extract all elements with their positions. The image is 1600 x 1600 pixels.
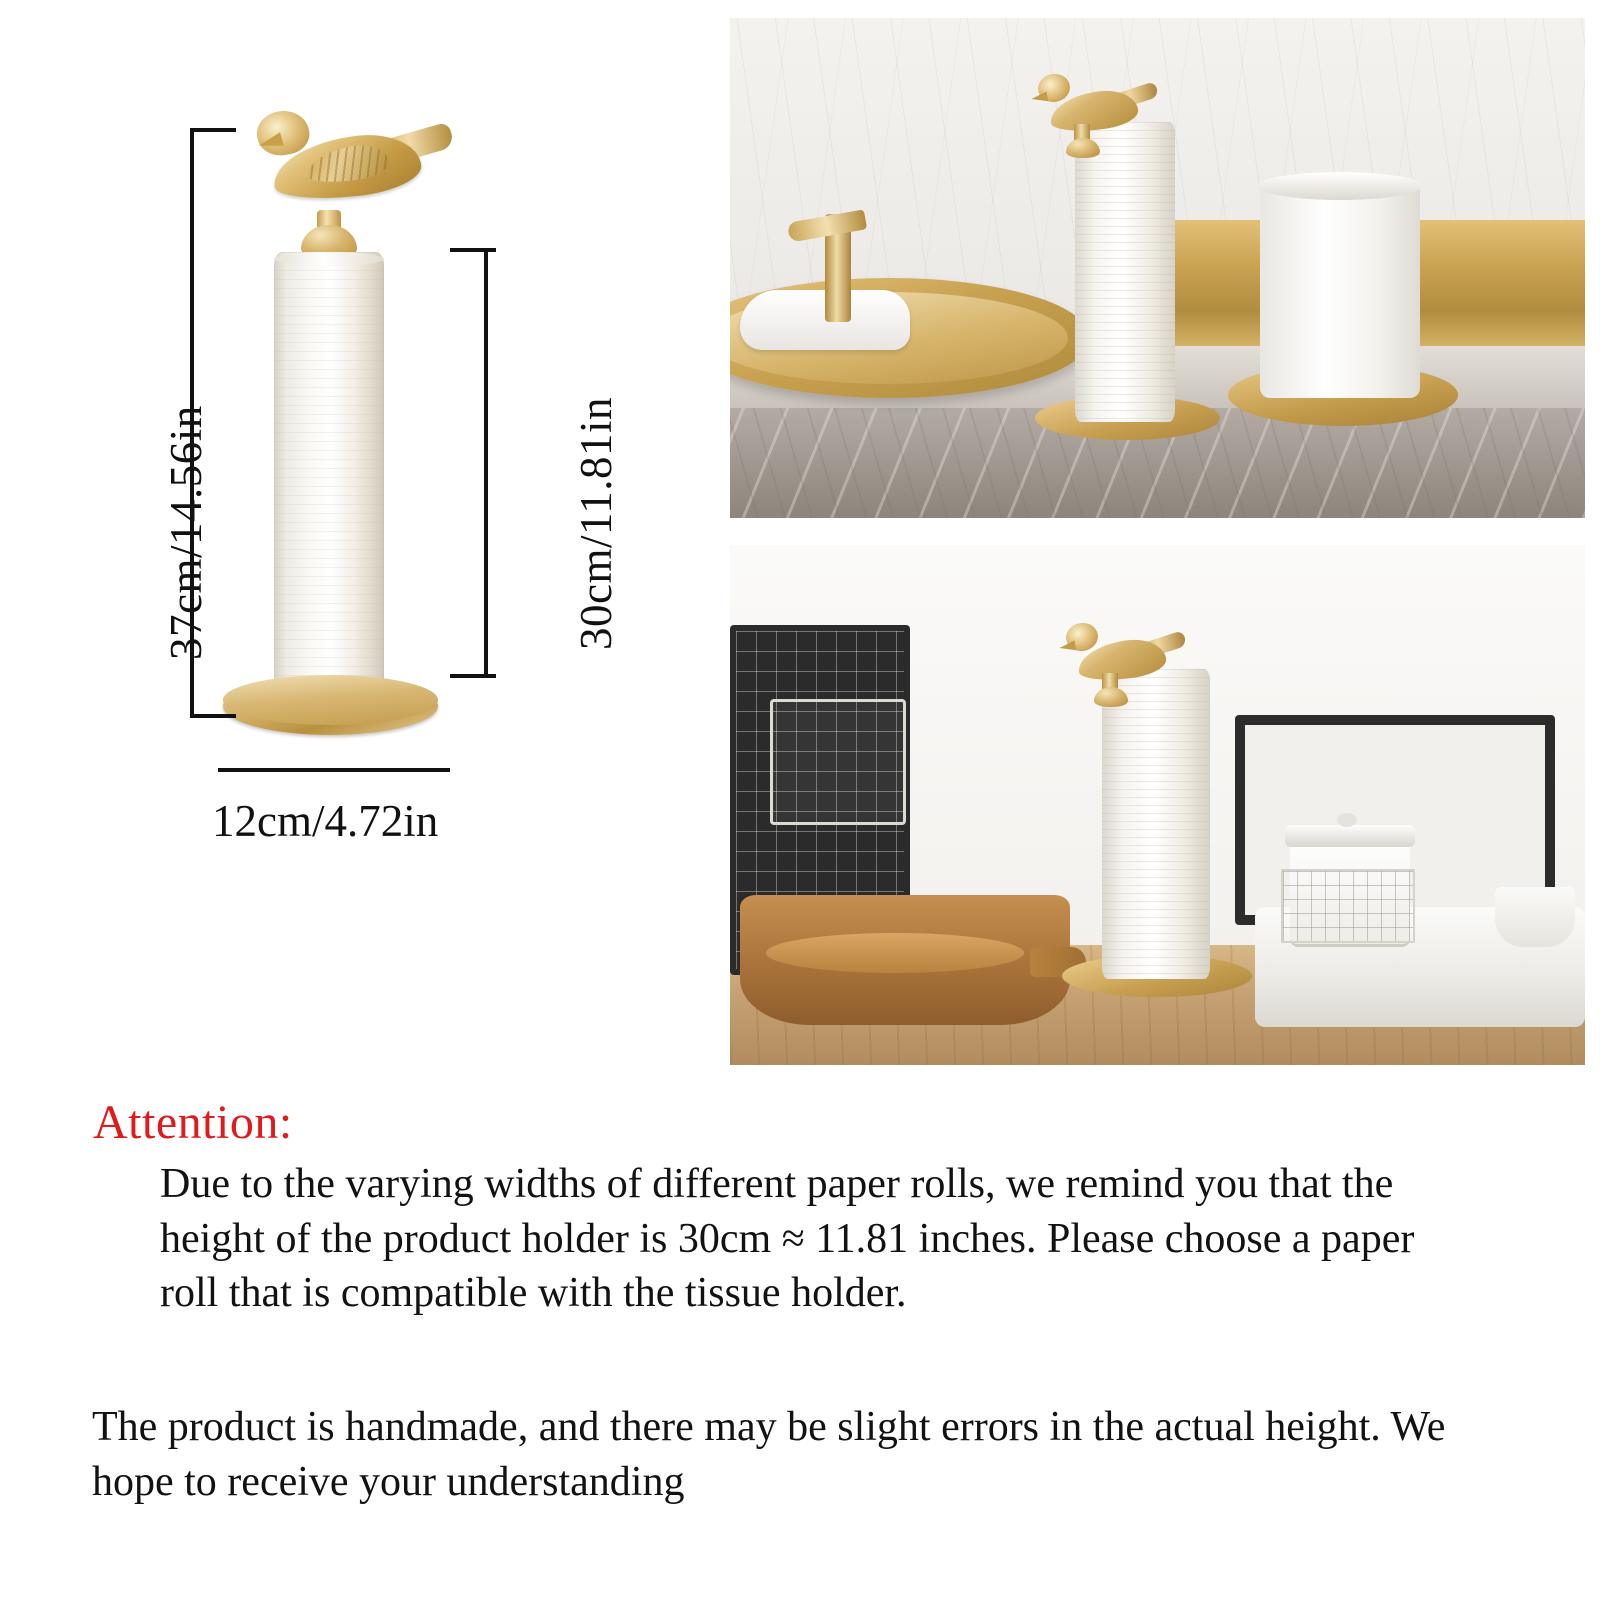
bird-beak [1031,91,1048,104]
bird-finial-icon [1030,68,1150,148]
product-illustration [215,105,475,735]
bird-head [1036,71,1072,104]
canister-knob [1337,813,1357,827]
dimension-diagram [0,0,700,1060]
wire-basket-inner [770,699,906,825]
photo-kitchen [730,545,1585,1065]
holder-height-dimension-line [484,248,488,678]
total-height-cap-bottom [190,714,236,718]
base-width-label: 12cm/4.72in [212,796,439,846]
holder-paper-roll [1075,122,1175,422]
paper-roll-texture [274,252,384,707]
holder-paper-roll [1102,669,1210,979]
photo-bathroom [730,18,1585,518]
bird-beak [1059,640,1076,653]
total-height-cap-top [190,128,236,132]
holder-paper-roll-texture [1102,669,1210,979]
bird-head [1064,620,1100,653]
paper-roll [274,252,384,707]
holder-paper-roll-texture [1075,122,1175,422]
holder-height-cap-bottom [450,674,496,678]
bird-beak [257,132,284,152]
handmade-note-text: The product is handmade, and there may be slight errors in the actual height. We hope to receive your understanding [92,1404,1446,1506]
holder-height-label: 30cm/11.81in [571,396,621,650]
white-cup [1260,183,1420,398]
wooden-pan-inner [766,933,1024,973]
holder-height-cap-top [450,248,496,252]
total-height-label: 37cm/14.56in [161,405,211,660]
bird-finial-icon [1058,617,1178,697]
bird-finial-icon [241,101,446,219]
base-width-dimension-line [218,768,450,772]
bird-finial-cap [1094,687,1128,707]
small-white-bowl [1495,887,1575,947]
white-cup-rim [1258,172,1422,200]
canister-lid [1285,825,1415,847]
canister-mesh [1281,869,1415,943]
attention-heading: Attention: [93,1096,293,1149]
bird-finial-cap [1066,138,1100,158]
brass-base-top [223,675,438,725]
attention-body: Due to the varying widths of different paper rolls, we remind you that the height of the product holder is 30cm ≈ 11.81 inches. Please choose a paper roll that is compatible with the tissue holder. [160,1161,1415,1317]
